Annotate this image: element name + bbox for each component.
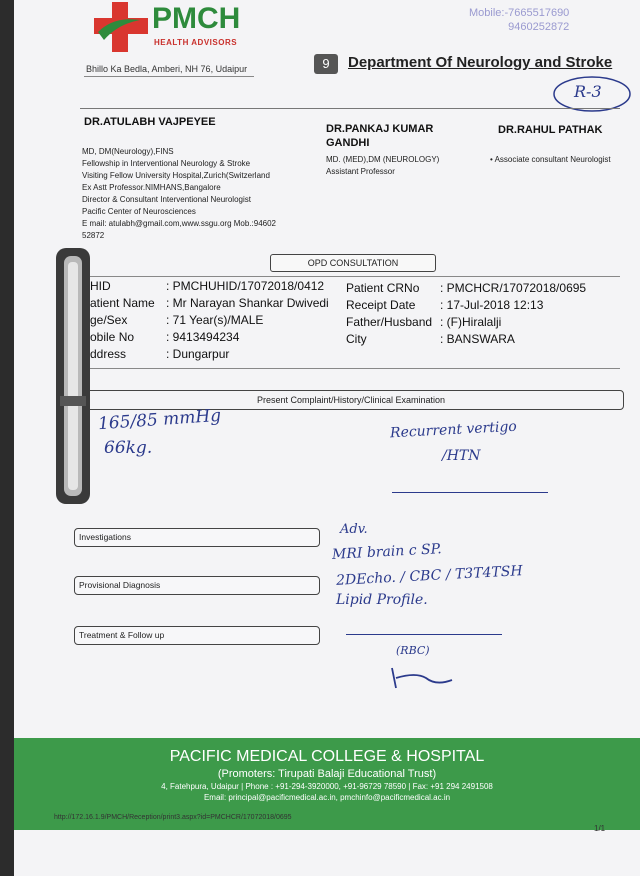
prescription-sheet: [14, 0, 640, 876]
handwritten-review: (RBC): [396, 644, 430, 657]
opd-divider: [80, 276, 620, 277]
handwritten-bp: 165/85 mmHg: [97, 405, 222, 435]
investigations-box: Investigations: [74, 528, 320, 547]
treatment-box: Treatment & Follow up: [74, 626, 320, 645]
city-label: City: [346, 332, 367, 346]
receipt-date-label: Receipt Date: [346, 298, 416, 312]
doctor-1-name: DR.ATULABH VAJPEYEE: [84, 116, 216, 128]
patient-left-values: [166, 278, 329, 363]
stamp-text: R-3: [574, 82, 602, 101]
patient-name-value: : Mr Narayan Shankar Dwivedi: [166, 296, 329, 310]
department-title: Department Of Neurology and Stroke: [348, 54, 613, 71]
print-url: http://172.16.1.9/PMCH/Reception/print3.aspx?id=PMCHCR/17072018/0695: [54, 814, 292, 821]
crno-value: : PMCHCR/17072018/0695: [440, 281, 587, 295]
father-value: : (F)Hiralalji: [440, 315, 502, 329]
mobile-numbers: Mobile:-7665517690 9460252872: [469, 7, 570, 33]
mobile-label: obile No: [90, 330, 135, 344]
department-icon: 9: [314, 54, 338, 74]
patient-divider: [80, 368, 620, 369]
advice-underline: [346, 634, 502, 635]
handwritten-line-1: MRI brain c SP.: [331, 541, 443, 563]
father-label: Father/Husband: [346, 315, 433, 329]
hid-label: HID: [90, 279, 111, 293]
footer-title: PACIFIC MEDICAL COLLEGE & HOSPITAL: [169, 748, 485, 765]
doctor-3-info: • Associate consultant Neurologist: [490, 155, 611, 164]
opd-consultation-title: OPD CONSULTATION: [270, 254, 436, 272]
handwritten-adv: Adv.: [340, 522, 368, 537]
patient-name-label: atient Name: [90, 296, 155, 310]
doctor-1-info: MD, DM(Neurology),FINS Fellowship in Interventional Neurology & Stroke Visiting Fellow University Hospital,Zurich(Switzerland Ex Astt Professor.NIMHANS,Bangalore Director & Consultant Interventional Neurologist Pacific Center of Neurosciences E mail: atulabh@gmail.com,www.ssgu.org Mob.:94602 52872: [82, 147, 276, 240]
header-divider: [80, 108, 620, 109]
doctor-3-name: DR.RAHUL PATHAK: [498, 124, 603, 136]
logo-title: PMCH: [152, 2, 241, 35]
hid-value: : PMCHUHID/17072018/0412: [166, 279, 325, 293]
crno-label: Patient CRNo: [346, 281, 420, 295]
logo-subtitle: HEALTH ADVISORS: [154, 38, 238, 47]
doctor-2-name: DR.PANKAJ KUMAR GANDHI: [326, 123, 434, 149]
handwritten-complaint-2: /HTN: [442, 448, 481, 464]
receipt-date-value: : 17-Jul-2018 12:13: [440, 298, 544, 312]
patient-left-labels: [90, 278, 155, 363]
patient-right-labels: [346, 280, 432, 348]
address-label: ddress: [90, 347, 127, 361]
signature-icon: [386, 664, 456, 694]
city-value: : BANSWARA: [440, 332, 515, 346]
page-number: 1/1: [594, 824, 606, 833]
patient-right-values: [440, 280, 586, 348]
handwritten-underline: [392, 492, 548, 493]
binder-clip-icon: [50, 246, 96, 506]
handwritten-line-3: Lipid Profile.: [336, 592, 428, 608]
age-sex-value: : 71 Year(s)/MALE: [166, 313, 264, 327]
address-divider: [84, 76, 254, 77]
mobile-value: : 9413494234: [166, 330, 240, 344]
footer-subtitle: (Promoters: Tirupati Balaji Educational Trust): [217, 768, 437, 780]
complaint-section-title: Present Complaint/History/Clinical Examination: [78, 390, 624, 410]
handwritten-complaint-1: Recurrent vertigo: [389, 418, 518, 442]
doctor-2-info: MD. (MED),DM (NEUROLOGY) Assistant Professor: [326, 155, 440, 176]
provisional-diagnosis-box: Provisional Diagnosis: [74, 576, 320, 595]
address-value: : Dungarpur: [166, 347, 230, 361]
handwritten-line-2: 2DEcho. / CBC / T3T4TSH: [335, 563, 523, 589]
footer-email: Email: principal@pacificmedical.ac.in, pmchinfo@pacificmedical.ac.in: [203, 793, 451, 802]
pmch-logo-icon: [94, 2, 148, 52]
hospital-address: Bhillo Ka Bedla, Amberi, NH 76, Udaipur: [86, 64, 248, 74]
age-sex-label: ge/Sex: [90, 313, 128, 327]
handwritten-weight: 66kg.: [104, 438, 153, 458]
footer-contact: 4, Fatehpura, Udaipur | Phone : +91-294-3920000, +91-96729 78590 | Fax: +91 294 2491508: [161, 782, 493, 791]
